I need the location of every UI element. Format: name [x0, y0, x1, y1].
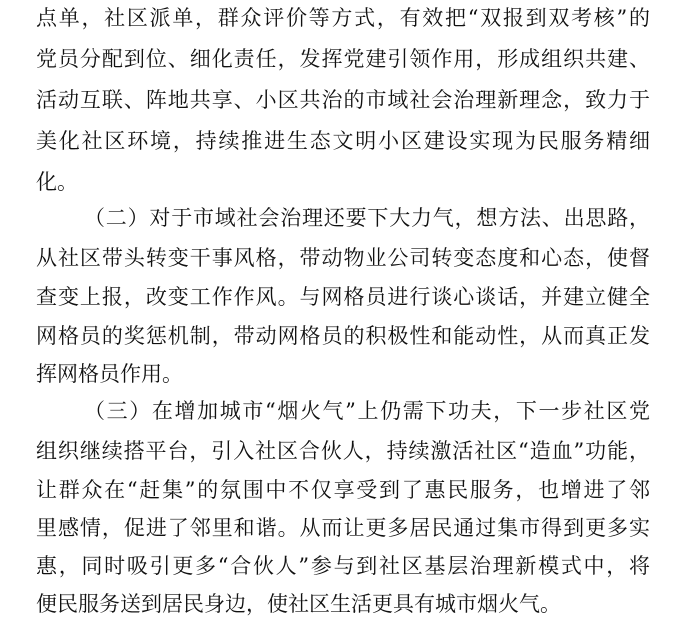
- paragraph-3-line-4: 里感情，促进了邻里和谐。从而让更多居民通过集市得到更多实: [36, 516, 650, 540]
- paragraph-3-line-3: 让群众在“赶集”的氛围中不仅享受到了惠民服务，也增进了邻: [36, 478, 650, 502]
- paragraph-2-line-5: 挥网格员作用。: [36, 362, 183, 386]
- paragraph-3-line-1: （三）在增加城市“烟火气”上仍需下功夫，下一步社区党: [84, 399, 650, 423]
- paragraph-2-line-4: 网格员的奖惩机制，带动网格员的积极性和能动性，从而真正发: [36, 324, 650, 348]
- paragraph-1-line-5: 化。: [36, 170, 78, 194]
- paragraph-2-line-1: （二）对于市域社会治理还要下大力气，想方法、出思路，: [84, 206, 650, 230]
- paragraph-3-line-5: 惠，同时吸引更多“合伙人”参与到社区基层治理新模式中，将: [36, 554, 650, 578]
- paragraph-2-line-2: 从社区带头转变干事风格，带动物业公司转变态度和心态，使督: [36, 246, 650, 270]
- paragraph-3-line-2: 组织继续搭平台，引入社区合伙人，持续激活社区“造血”功能，: [36, 439, 650, 463]
- paragraph-3-line-6: 便民服务送到居民身边，使社区生活更具有城市烟火气。: [36, 592, 561, 616]
- paragraph-1-line-1: 点单，社区派单，群众评价等方式，有效把“双报到双考核”的: [36, 6, 650, 30]
- paragraph-1-line-3: 活动互联、阵地共享、小区共治的市域社会治理新理念，致力于: [36, 88, 650, 112]
- paragraph-2-line-3: 查变上报，改变工作作风。与网格员进行谈心谈话，并建立健全: [36, 285, 650, 309]
- paragraph-1-line-2: 党员分配到位、细化责任，发挥党建引领作用，形成组织共建、: [36, 47, 650, 71]
- paragraph-1-line-4: 美化社区环境，持续推进生态文明小区建设实现为民服务精细: [36, 129, 650, 153]
